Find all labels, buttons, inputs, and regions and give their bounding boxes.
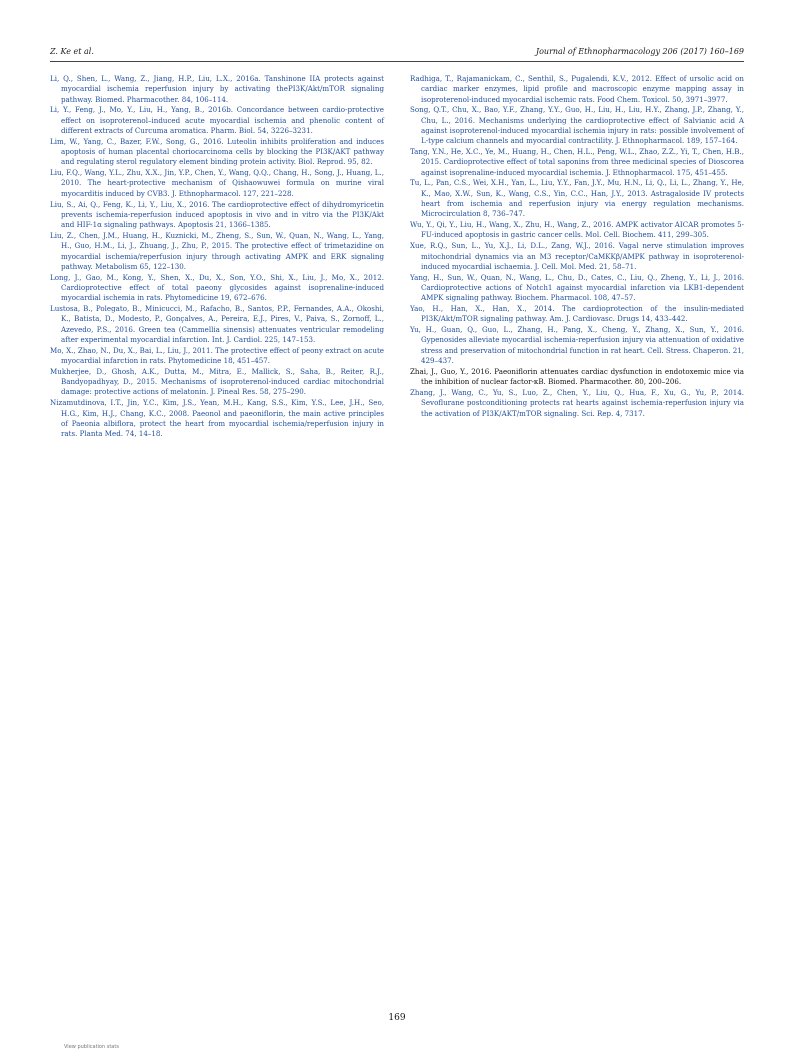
reference-item[interactable]: Mo, X., Zhao, N., Du, X., Bai, L., Liu, J., 2011. The protective effect of peony extract on acute myocardial infarction in rats. Phytomedicine 18, 451–457. — [50, 345, 384, 366]
reference-item[interactable]: Nizamutdinova, I.T., Jin, Y.C., Kim, J.S., Yean, M.H., Kang, S.S., Kim, Y.S., Lee, J.H., Seo, H.G., Kim, H.J., Chang, K.C., 2008. Paeonol and paeoniflorin, the main active principles of Paeonia albiflora, protect the heart from myocardial ischemia/reperfusion injury in rats. Planta Med. 74, 14–18. — [50, 398, 384, 439]
reference-item[interactable]: Song, Q.T., Chu, X., Bao, Y.F., Zhang, Y.Y., Guo, H., Liu, H., Liu, H.Y., Zhang, J.P., Zhang, Y., Chu, L., 2016. Mechanisms underlying the cardioprotective effect of Salvianic acid A against isoproterenol-induced myocardial ischemia injury in rats: possible involvement of L-type calcium channels and myocardial contractility. J. Ethnopharmacol. 189, 157–164. — [410, 105, 744, 146]
references-column-right — [410, 74, 744, 419]
reference-item[interactable]: Lim, W., Yang, C., Bazer, F.W., Song, G., 2016. Luteolin inhibits proliferation and induces apoptosis of human placental choriocarcinoma cells by blocking the PI3K/AKT pathway and regulating sterol regulatory element binding protein activity. Biol. Reprod. 95, 82. — [50, 136, 384, 167]
running-header-authors: Z. Ke et al. — [50, 47, 94, 56]
reference-item[interactable]: Tu, L., Pan, C.S., Wei, X.H., Yan, L., Liu, Y.Y., Fan, J.Y., Mu, H.N., Li, Q., Li, L., Zhang, Y., He, K., Mao, X.W., Sun, K., Wang, C.S., Yin, C.C., Han, J.Y., 2013. Astragaloside IV protects heart from ischemia and reperfusion injury via energy regulation mechanisms. Microcirculation 8, 736–747. — [410, 178, 744, 219]
reference-item[interactable]: Xue, R.Q., Sun, L., Yu, X.J., Li, D.L., Zang, W.J., 2016. Vagal nerve stimulation improves mitochondrial dynamics via an M3 receptor/CaMKKβ/AMPK pathway in isoproterenol-induced myocardial ischaemia. J. Cell. Mol. Med. 21, 58–71. — [410, 241, 744, 271]
reference-item[interactable]: Tang, Y.N., He, X.C., Ye, M., Huang, H., Chen, H.L., Peng, W.L., Zhao, Z.Z., Yi, T., Chen, H.B., 2015. Cardioprotective effect of total saponins from three medicinal species of Dioscorea against isoprenaline-induced myocardial ischemia. J. Ethnopharmacol. 175, 451–455. — [410, 147, 744, 177]
reference-item[interactable]: Liu, F.Q., Wang, Y.L., Zhu, X.X., Jin, Y.P., Chen, Y., Wang, Q.Q., Chang, H., Song, J., Huang, L., 2010. The heart-protective mechanism of Qishaowuwei formula on murine viral myocarditis induced by CVB3. J. Ethnopharmacol. 127, 221–228. — [50, 168, 384, 198]
page-number: 169 — [388, 1013, 406, 1023]
reference-item[interactable]: Mukherjee, D., Ghosh, A.K., Dutta, M., Mitra, E., Mallick, S., Saha, B., Reiter, R.J., Bandyopadhyay, D., 2015. Mechanisms of isoproterenol-induced cardiac mitochondrial damage: protective actions of melatonin. J. Pineal Res. 58, 275–290. — [50, 366, 384, 397]
reference-item[interactable]: Radhiga, T., Rajamanickam, C., Senthil, S., Pugalendi, K.V., 2012. Effect of ursolic acid on cardiac marker enzymes, lipid profile and macroscopic enzyme mapping assay in isoproterenol-induced myocardial ischemic rats. Food Chem. Toxicol. 50, 3971–3977. — [410, 74, 744, 104]
reference-item[interactable]: Yao, H., Han, X., Han, X., 2014. The cardioprotection of the insulin-mediated PI3K/Akt/mTOR signaling pathway. Am. J. Cardiovasc. Drugs 14, 433–442. — [410, 304, 744, 324]
header-divider — [50, 61, 744, 62]
reference-item[interactable]: Zhai, J., Guo, Y., 2016. Paeoniflorin attenuates cardiac dysfunction in endotoxemic mice via the inhibition of nuclear factor-κB. Biomed. Pharmacother. 80, 200–206. — [410, 366, 744, 387]
reference-item[interactable]: Li, Y., Feng, J., Mo, Y., Liu, H., Yang, B., 2016b. Concordance between cardio-protective effect on isoproterenol–induced acute myocardial ischemia and phenolic content of different extracts of Curcuma aromatica. Pharm. Biol. 54, 3226–3231. — [50, 105, 384, 135]
references-column-left — [50, 74, 384, 440]
reference-item[interactable]: Long, J., Gao, M., Kong, Y., Shen, X., Du, X., Son, Y.O., Shi, X., Liu, J., Mo, X., 2012. Cardioprotective effect of total paeony glycosides against isoprenaline-induced myocardial ischemia in rats. Phytomedicine 19, 672–676. — [50, 272, 384, 303]
reference-item[interactable]: Li, Q., Shen, L., Wang, Z., Jiang, H.P., Liu, L.X., 2016a. Tanshinone IIA protects against myocardial ischemia reperfusion injury by activating thePI3K/Akt/mTOR signaling pathway. Biomed. Pharmacother. 84, 106–114. — [50, 74, 384, 104]
reference-item[interactable]: Liu, Z., Chen, J.M., Huang, H., Kuznicki, M., Zheng, S., Sun, W., Quan, N., Wang, L., Yang, H., Guo, H.M., Li, J., Zhuang, J., Zhu, P., 2015. The protective effect of trimetazidine on myocardial ischemia/reperfusion injury through activating AMPK and ERK signaling pathway. Metabolism 65, 122–130. — [50, 230, 384, 271]
reference-item[interactable]: Lustosa, B., Polegato, B., Minicucci, M., Rafacho, B., Santos, P.P., Fernandes, A.A., Okoshi, K., Batista, D., Modesto, P., Gonçalves, A., Pereira, E.J., Pires, V., Paiva, S., Zornoff, L., Azevedo, P.S., 2016. Green tea (Cammellia sinensis) attenuates ventricular remodeling after experimental myocardial infarction. Int. J. Cardiol. 225, 147–153. — [50, 304, 384, 344]
reference-item[interactable]: Zhang, J., Wang, C., Yu, S., Luo, Z., Chen, Y., Liu, Q., Hua, F., Xu, G., Yu, P., 2014. Sevoflurane postconditioning protects rat hearts against ischemia-reperfusion injury via the activation of PI3K/AKT/mTOR signaling. Sci. Rep. 4, 7317. — [410, 387, 744, 418]
reference-item[interactable]: Wu, Y., Qi, Y., Liu, H., Wang, X., Zhu, H., Wang, Z., 2016. AMPK activator AICAR promotes 5-FU-induced apoptosis in gastric cancer cells. Mol. Cell. Biochem. 411, 299–305. — [410, 220, 744, 240]
reference-item[interactable]: Liu, S., Ai, Q., Feng, K., Li, Y., Liu, X., 2016. The cardioprotective effect of dihydromyricetin prevents ischemia-reperfusion induced apoptosis in vivo and in vitro via the PI3K/Akt and HIF-1α signaling pathways. Apoptosis 21, 1366–1385. — [50, 199, 384, 230]
reference-item[interactable]: Yang, H., Sun, W., Quan, N., Wang, L., Chu, D., Cates, C., Liu, Q., Zheng, Y., Li, J., 2016. Cardioprotective actions of Notch1 against myocardial infarction via LKB1-dependent AMPK signaling pathway. Biochem. Pharmacol. 108, 47–57. — [410, 272, 744, 303]
running-header-journal: Journal of Ethnopharmacology 206 (2017) 160–169 — [535, 47, 744, 56]
reference-item[interactable]: Yu, H., Guan, Q., Guo, L., Zhang, H., Pang, X., Cheng, Y., Zhang, X., Sun, Y., 2016. Gypenosides alleviate myocardial ischemia-reperfusion injury via attenuation of oxidative stress and preservation of mitochondrial function in rat heart. Cell. Stress. Chaperon. 21, 429–437. — [410, 325, 744, 366]
view-publication-stats-link[interactable]: View publication stats — [64, 1044, 119, 1050]
